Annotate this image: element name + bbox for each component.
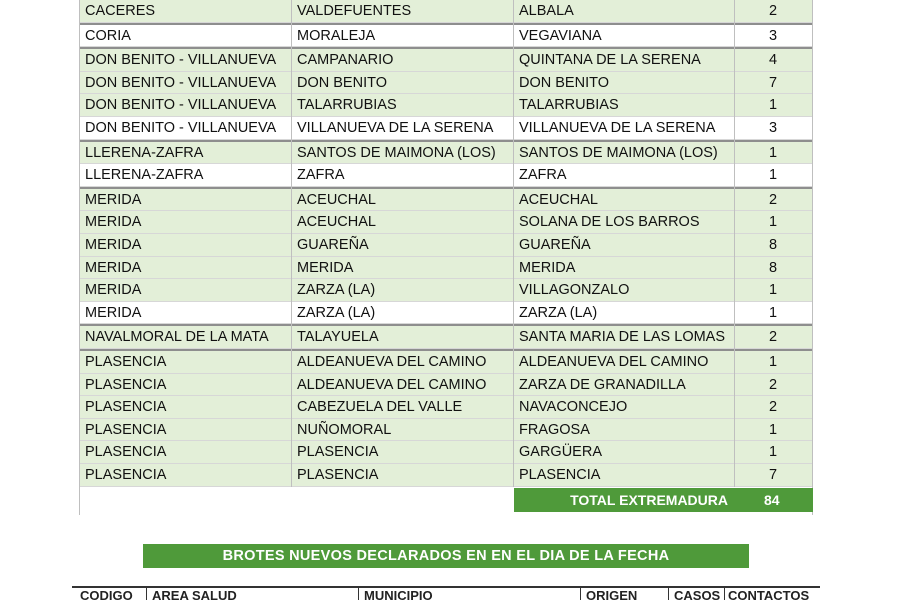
origen-cell: VILLAGONZALO (519, 282, 630, 299)
casos-cell: 2 (769, 376, 778, 393)
area-salud-cell: DON BENITO - VILLANUEVA (85, 97, 277, 114)
total-value: 84 (734, 488, 813, 512)
casos-cell: 2 (769, 399, 778, 416)
area-salud-cell: MERIDA (85, 191, 142, 208)
municipio-cell: VALDEFUENTES (297, 3, 412, 19)
municipio-cell: ACEUCHAL (297, 191, 376, 208)
area-salud-cell: PLASENCIA (85, 421, 167, 438)
casos-cell: 1 (769, 304, 778, 321)
area-salud-cell: PLASENCIA (85, 399, 167, 416)
municipio-cell: CAMPANARIO (297, 52, 394, 69)
origen-cell: SANTA MARIA DE LAS LOMAS (519, 329, 726, 346)
area-salud-cell: PLASENCIA (85, 444, 167, 461)
header-contactos: CONTACTOS (728, 588, 810, 603)
table-row (79, 351, 813, 374)
municipio-cell: ALDEANUEVA DEL CAMINO (297, 354, 487, 370)
municipio-cell: NUÑOMORAL (297, 421, 392, 438)
casos-cell: 3 (769, 27, 778, 44)
area-salud-cell: LLERENA-ZAFRA (85, 144, 204, 161)
area-salud-cell: DON BENITO - VILLANUEVA (85, 74, 277, 91)
origen-cell: DON BENITO (519, 74, 609, 91)
municipio-cell: MERIDA (297, 259, 354, 276)
area-salud-cell: MERIDA (85, 214, 142, 231)
table-row (79, 117, 813, 140)
table-row (79, 211, 813, 234)
origen-cell: SOLANA DE LOS BARROS (519, 214, 700, 231)
municipio-cell: PLASENCIA (297, 467, 379, 483)
municipio-cell: SANTOS DE MAIMONA (LOS) (297, 144, 496, 161)
area-salud-cell: MERIDA (85, 282, 142, 299)
table-row (79, 164, 813, 187)
casos-cell: 7 (769, 74, 778, 91)
table-row (79, 72, 813, 95)
municipio-cell: DON BENITO (297, 74, 387, 91)
area-salud-cell: LLERENA-ZAFRA (85, 167, 204, 184)
area-salud-cell: MERIDA (85, 259, 142, 276)
municipio-cell: ACEUCHAL (297, 214, 376, 231)
origen-cell: ALBALA (519, 3, 574, 19)
table-row (79, 374, 813, 397)
casos-cell: 1 (769, 144, 778, 161)
origen-cell: ZAFRA (519, 167, 567, 184)
area-salud-cell: CACERES (85, 3, 156, 19)
municipio-cell: ALDEANUEVA DEL CAMINO (297, 376, 487, 393)
casos-cell: 8 (769, 237, 778, 253)
municipio-cell: ZARZA (LA) (297, 304, 376, 321)
casos-cell: 1 (769, 421, 778, 438)
origen-cell: QUINTANA DE LA SERENA (519, 52, 701, 69)
municipio-cell: ZARZA (LA) (297, 282, 376, 299)
total-row (79, 488, 813, 512)
casos-cell: 8 (769, 259, 778, 276)
origen-cell: ACEUCHAL (519, 191, 598, 208)
area-salud-cell: CORIA (85, 27, 131, 44)
table-row (79, 419, 813, 442)
column-divider (291, 0, 292, 487)
table-row (79, 279, 813, 302)
origen-cell: ZARZA (LA) (519, 304, 598, 321)
origen-cell: SANTOS DE MAIMONA (LOS) (519, 144, 718, 161)
origen-cell: GUAREÑA (519, 237, 591, 253)
origen-cell: ALDEANUEVA DEL CAMINO (519, 354, 709, 370)
casos-cell: 1 (769, 214, 778, 231)
table-row (79, 441, 813, 464)
casos-cell: 1 (769, 282, 778, 299)
origen-cell: ZARZA DE GRANADILLA (519, 376, 686, 393)
header-casos: CASOS (674, 588, 721, 603)
municipio-cell: ZAFRA (297, 167, 345, 184)
origen-cell: MERIDA (519, 259, 576, 276)
origen-cell: GARGÜERA (519, 444, 602, 461)
table-row (79, 396, 813, 419)
municipio-cell: PLASENCIA (297, 444, 379, 461)
table-row (79, 302, 813, 325)
section-banner: BROTES NUEVOS DECLARADOS EN EN EL DIA DE LA FECHA (143, 544, 749, 568)
header-area-salud: AREA SALUD (152, 588, 237, 603)
area-salud-cell: NAVALMORAL DE LA MATA (85, 329, 269, 346)
table-row (79, 94, 813, 117)
origen-cell: VEGAVIANA (519, 27, 602, 44)
table-row (79, 49, 813, 72)
casos-cell: 7 (769, 467, 778, 483)
origen-cell: VILLANUEVA DE LA SERENA (519, 120, 716, 136)
table-row (79, 326, 813, 349)
origen-cell: NAVACONCEJO (519, 399, 628, 416)
area-salud-cell: DON BENITO - VILLANUEVA (85, 52, 277, 69)
casos-cell: 1 (769, 354, 778, 370)
new-outbreaks-header (72, 586, 820, 603)
origen-cell: FRAGOSA (519, 421, 590, 438)
origen-cell: TALARRUBIAS (519, 97, 619, 114)
table-row (79, 257, 813, 280)
table-row (79, 25, 813, 48)
outbreaks-table (79, 0, 813, 487)
municipio-cell: TALAYUELA (297, 329, 379, 346)
municipio-cell: CABEZUELA DEL VALLE (297, 399, 463, 416)
casos-cell: 2 (769, 329, 778, 346)
table-row (79, 464, 813, 487)
municipio-cell: GUAREÑA (297, 237, 369, 253)
origen-cell: PLASENCIA (519, 467, 601, 483)
area-salud-cell: DON BENITO - VILLANUEVA (85, 120, 277, 136)
column-divider (513, 0, 514, 487)
casos-cell: 1 (769, 444, 778, 461)
table-row (79, 0, 813, 23)
casos-cell: 4 (769, 52, 778, 69)
table-row (79, 142, 813, 165)
casos-cell: 1 (769, 167, 778, 184)
casos-cell: 3 (769, 120, 778, 136)
casos-cell: 2 (769, 3, 778, 19)
area-salud-cell: PLASENCIA (85, 376, 167, 393)
area-salud-cell: PLASENCIA (85, 467, 167, 483)
total-label: TOTAL EXTREMADURA (514, 488, 734, 512)
area-salud-cell: MERIDA (85, 237, 142, 253)
header-origen: ORIGEN (586, 588, 638, 603)
municipio-cell: TALARRUBIAS (297, 97, 397, 114)
table-row (79, 234, 813, 257)
municipio-cell: MORALEJA (297, 27, 376, 44)
area-salud-cell: PLASENCIA (85, 354, 167, 370)
column-divider (734, 0, 735, 487)
municipio-cell: VILLANUEVA DE LA SERENA (297, 120, 494, 136)
header-codigo: CODIGO (80, 588, 133, 603)
casos-cell: 2 (769, 191, 778, 208)
area-salud-cell: MERIDA (85, 304, 142, 321)
table-row (79, 189, 813, 212)
header-municipio: MUNICIPIO (364, 588, 433, 603)
casos-cell: 1 (769, 97, 778, 114)
row-divider (79, 486, 813, 487)
